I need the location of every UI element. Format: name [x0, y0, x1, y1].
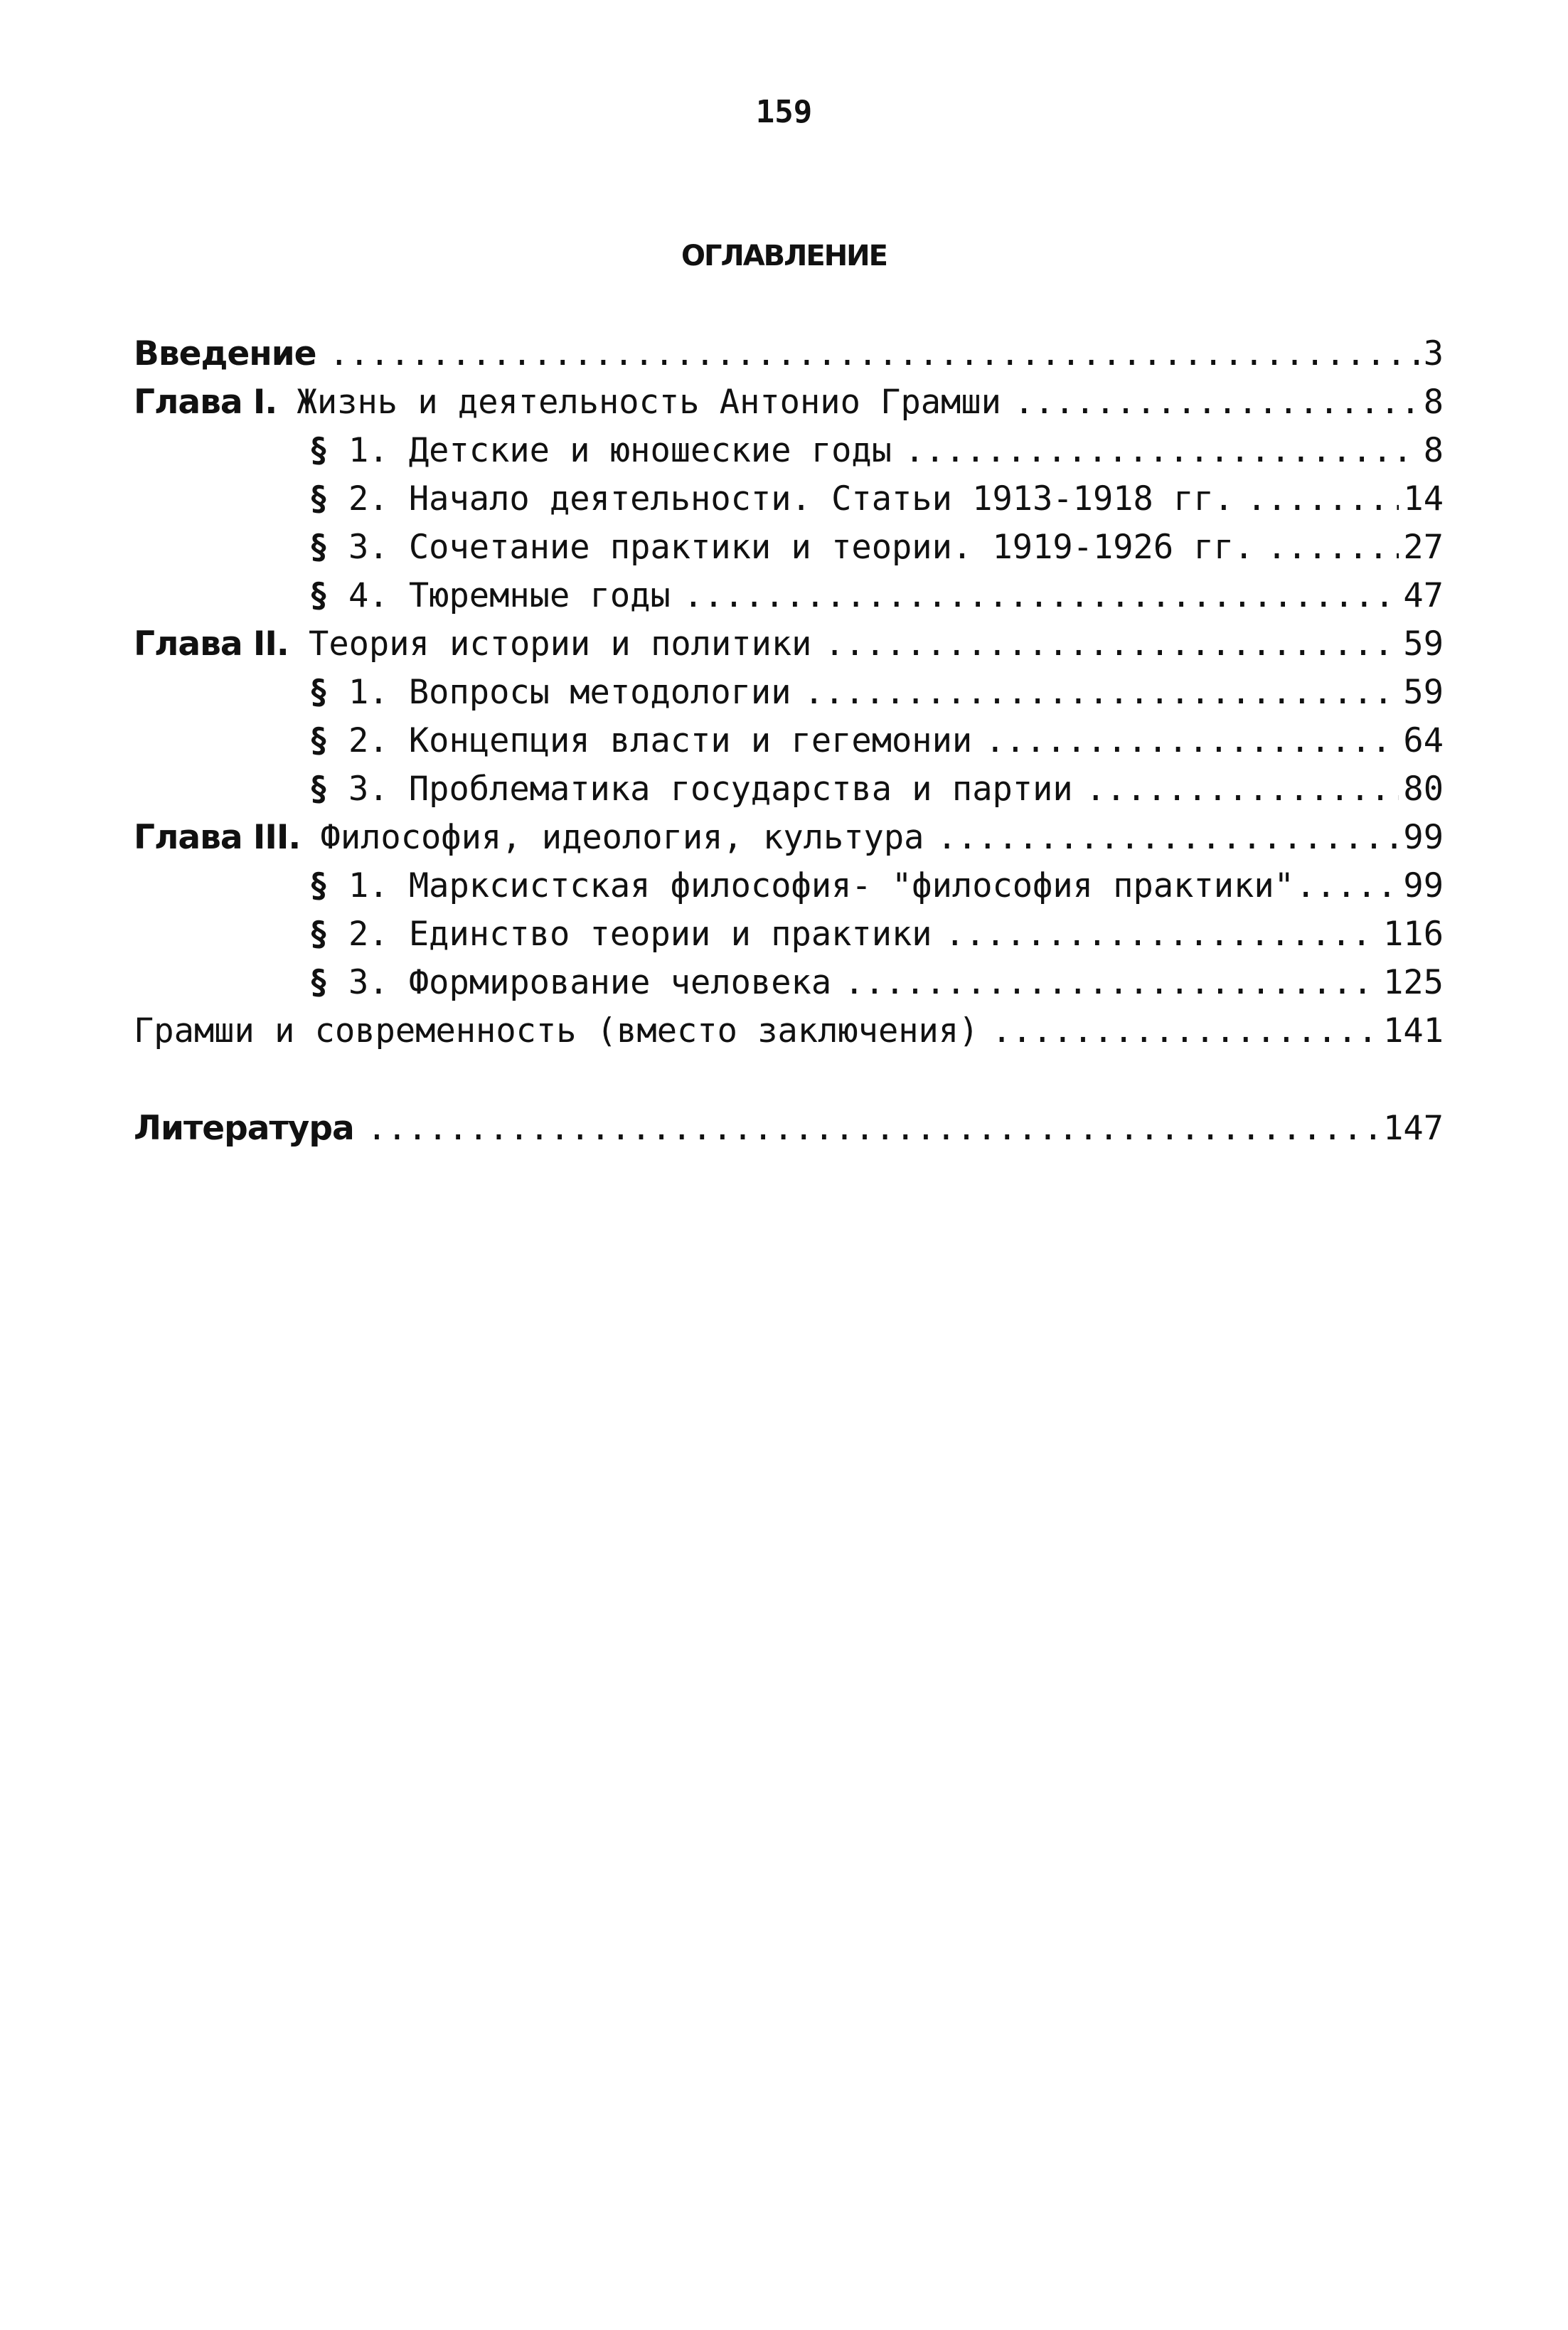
toc-page-number: 64 [1403, 721, 1444, 760]
toc-entry-label: Введение [134, 334, 316, 373]
toc-entry-label: § 1. Марксистская философия- "философия практики" [309, 862, 1294, 910]
toc-entry-chapter-2[interactable] [134, 620, 1444, 669]
toc-entry-chapter-1[interactable] [134, 378, 1444, 427]
section-sign: § [309, 963, 329, 1002]
section-sign: § [309, 479, 329, 518]
toc-page-number: 8 [1423, 383, 1444, 422]
toc-page-number: 59 [1403, 624, 1444, 664]
toc-entry-label: § 4. Тюремные годы [309, 572, 671, 620]
toc-entry-label: Литература [134, 1109, 354, 1148]
toc-leader-dots [367, 1105, 1379, 1153]
toc-page-number: 125 [1383, 963, 1444, 1002]
toc-entry-conclusion[interactable] [134, 1007, 1444, 1055]
toc-leader-dots [804, 669, 1399, 717]
toc-leader-dots [1247, 475, 1399, 523]
toc-leader-dots [985, 717, 1399, 765]
toc-entry-label: § 2. Начало деятельности. Статьи 1913-1918 гг. [309, 475, 1234, 523]
section-sign: § [309, 721, 329, 760]
toc-entry-label: § 1. Детские и юношеские годы [309, 427, 892, 475]
toc-leader-dots [329, 330, 1419, 378]
section-sign: § [309, 673, 329, 712]
toc-entry-introduction[interactable] [134, 330, 1444, 378]
toc-entry-section-2-3[interactable] [134, 765, 1444, 814]
toc-entry-label: § 2. Единство теории и практики [309, 910, 932, 959]
section-sign: § [309, 770, 329, 809]
toc-leader-dots [1296, 862, 1399, 910]
toc-entry-section-3-2[interactable] [134, 910, 1444, 959]
toc-entry-section-1-4[interactable] [134, 572, 1444, 620]
toc-title: ОГЛАВЛЕНИЕ [681, 240, 887, 272]
toc-entry-label: § 1. Вопросы методологии [309, 669, 791, 717]
toc-entry-section-1-1[interactable] [134, 427, 1444, 475]
toc-leader-dots [937, 814, 1399, 862]
toc-entry-chapter-3[interactable] [134, 814, 1444, 862]
page-number: 159 [755, 94, 813, 130]
toc-page-number: 141 [1383, 1011, 1444, 1050]
toc-page-number: 80 [1403, 770, 1444, 809]
toc-leader-dots [1266, 523, 1399, 572]
toc-page-number: 14 [1403, 479, 1444, 518]
toc-entry-label: Грамши и современность (вместо заключения) [134, 1011, 979, 1050]
toc-page-number: 99 [1403, 818, 1444, 857]
toc-leader-dots [945, 910, 1380, 959]
toc-page-number: 3 [1423, 334, 1444, 373]
toc-page-number: 8 [1423, 431, 1444, 470]
toc-leader-dots [905, 427, 1419, 475]
toc-page-number: 27 [1403, 528, 1444, 567]
toc-page-number: 116 [1383, 915, 1444, 954]
section-sign: § [309, 576, 329, 615]
toc-leader-dots [844, 959, 1379, 1007]
toc-leader-dots [991, 1007, 1379, 1055]
toc-entry-label: § 3. Сочетание практики и теории. 1919-1926 гг. [309, 523, 1254, 572]
toc-page-number: 47 [1403, 576, 1444, 615]
toc-entry-label: Глава II. Теория истории и политики [134, 624, 812, 664]
toc-entry-section-2-2[interactable] [134, 717, 1444, 765]
toc-page-number: 99 [1403, 866, 1444, 905]
toc-entry-label: § 2. Концепция власти и гегемонии [309, 717, 972, 765]
section-sign: § [309, 528, 329, 567]
section-sign: § [309, 431, 329, 470]
toc-entry-label: Глава III. Философия, идеология, культура [134, 818, 924, 857]
toc-entry-label: § 3. Проблематика государства и партии [309, 765, 1073, 814]
toc-leader-dots [1014, 378, 1419, 427]
toc-entry-section-3-3[interactable] [134, 959, 1444, 1007]
toc-page-number: 147 [1383, 1109, 1444, 1148]
toc-entry-literature[interactable] [134, 1105, 1444, 1153]
toc-leader-dots [824, 620, 1399, 669]
table-of-contents [134, 330, 1444, 1153]
toc-entry-section-2-1[interactable] [134, 669, 1444, 717]
toc-entry-section-3-1[interactable] [134, 862, 1444, 910]
section-sign: § [309, 915, 329, 954]
toc-leader-dots [683, 572, 1399, 620]
toc-page-number: 59 [1403, 673, 1444, 712]
toc-leader-dots [1086, 765, 1399, 814]
toc-entry-section-1-3[interactable] [134, 523, 1444, 572]
section-sign: § [309, 866, 329, 905]
toc-entry-label: § 3. Формирование человека [309, 959, 831, 1007]
toc-entry-section-1-2[interactable] [134, 475, 1444, 523]
toc-entry-label: Глава I. Жизнь и деятельность Антонио Грамши [134, 383, 1001, 422]
